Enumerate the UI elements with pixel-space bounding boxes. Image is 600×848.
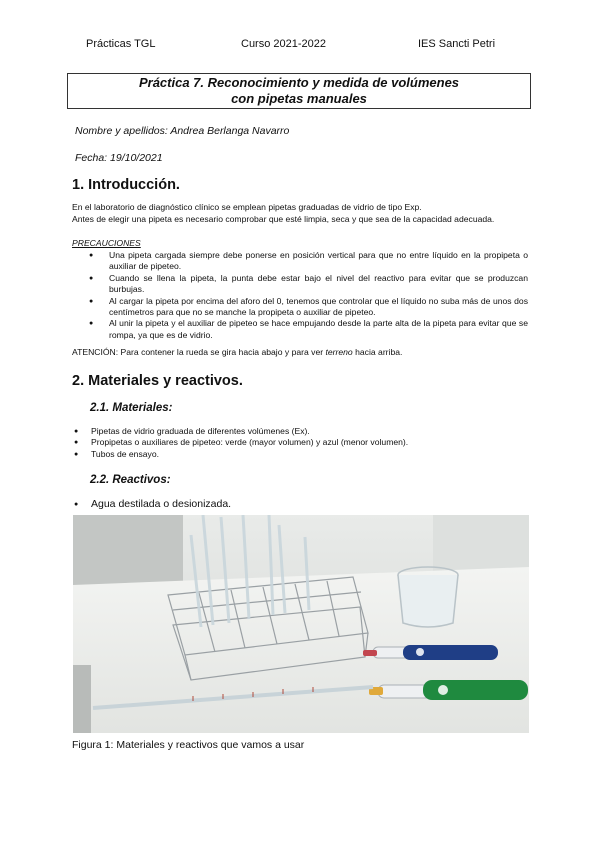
materials-list: [72, 426, 528, 460]
blue-propipette: [363, 645, 498, 660]
student-name: Nombre y apellidos: Andrea Berlanga Navarro: [75, 125, 290, 137]
list-item: ● Al cargar la pipeta por encima del aforo del 0, tenemos que controlar que el líquido no suba más de unos dos centímetros para que no se manche la propipeta o auxiliar de pipeteo.: [72, 296, 528, 319]
list-item: ● Agua destilada o desionizada.: [72, 498, 528, 511]
title-line-1: Práctica 7. Reconocimiento y medida de volúmenes: [138, 75, 460, 90]
title-line-2: con pipetas manuales: [231, 91, 367, 106]
intro-paragraph-1: En el laboratorio de diagnóstico clínico se emplean pipetas graduadas de vidrio de tipo Exp.: [72, 202, 422, 212]
date: Fecha: 19/10/2021: [75, 152, 163, 164]
lab-materials-photo: [73, 515, 529, 733]
list-item: ● Al unir la pipeta y el auxiliar de pipeteo se hace empujando desde la parte alta de la pipeta para evitar que se rompa, ya que es de vidrio.: [72, 318, 528, 341]
bench-edge: [73, 665, 91, 733]
title-box: [67, 73, 531, 109]
list-item: ● Pipetas de vidrio graduada de diferentes volúmenes (Ex).: [72, 426, 528, 437]
list-item: ● Propipetas o auxiliares de pipeteo: verde (mayor volumen) y azul (menor volumen).: [72, 437, 528, 448]
list-item: ● Tubos de ensayo.: [72, 449, 528, 460]
subheading-reactivos: 2.2. Reactivos:: [90, 474, 171, 486]
heading-materiales: 2. Materiales y reactivos.: [72, 373, 243, 389]
intro-paragraph-2: Antes de elegir una pipeta es necesario comprobar que esté limpia, seca y que sea de la capacidad adecuada.: [72, 214, 495, 224]
attention-suffix: hacia arriba.: [352, 347, 403, 357]
beaker: [398, 567, 458, 627]
list-item: ● Una pipeta cargada siempre debe ponerse en posición vertical para que no entre líquido en la propipeta o auxiliar de pipeteo.: [72, 250, 528, 273]
precautions-list: [72, 250, 528, 341]
attention-note: [72, 347, 528, 359]
attention-emphasis: terreno: [325, 347, 353, 357]
back-panel: [433, 515, 529, 575]
attention-prefix: ATENCIÓN: Para contener la rueda se gira hacia abajo y para ver: [72, 347, 326, 357]
list-item: ● Cuando se llena la pipeta, la punta debe estar bajo el nivel del reactivo para evitar que se produzcan burbujas.: [72, 273, 528, 296]
subheading-materiales: 2.1. Materiales:: [90, 402, 173, 414]
precautions-label: PRECAUCIONES: [72, 238, 141, 248]
figure-caption: Figura 1: Materiales y reactivos que vamos a usar: [72, 739, 305, 751]
heading-introduccion: 1. Introducción.: [72, 177, 180, 193]
header-right: IES Sancti Petri: [418, 38, 496, 50]
header-center: Curso 2021-2022: [241, 38, 327, 50]
header-left: Prácticas TGL: [86, 38, 156, 50]
reagents-list: [72, 498, 528, 511]
photo-illustration: [73, 515, 529, 733]
